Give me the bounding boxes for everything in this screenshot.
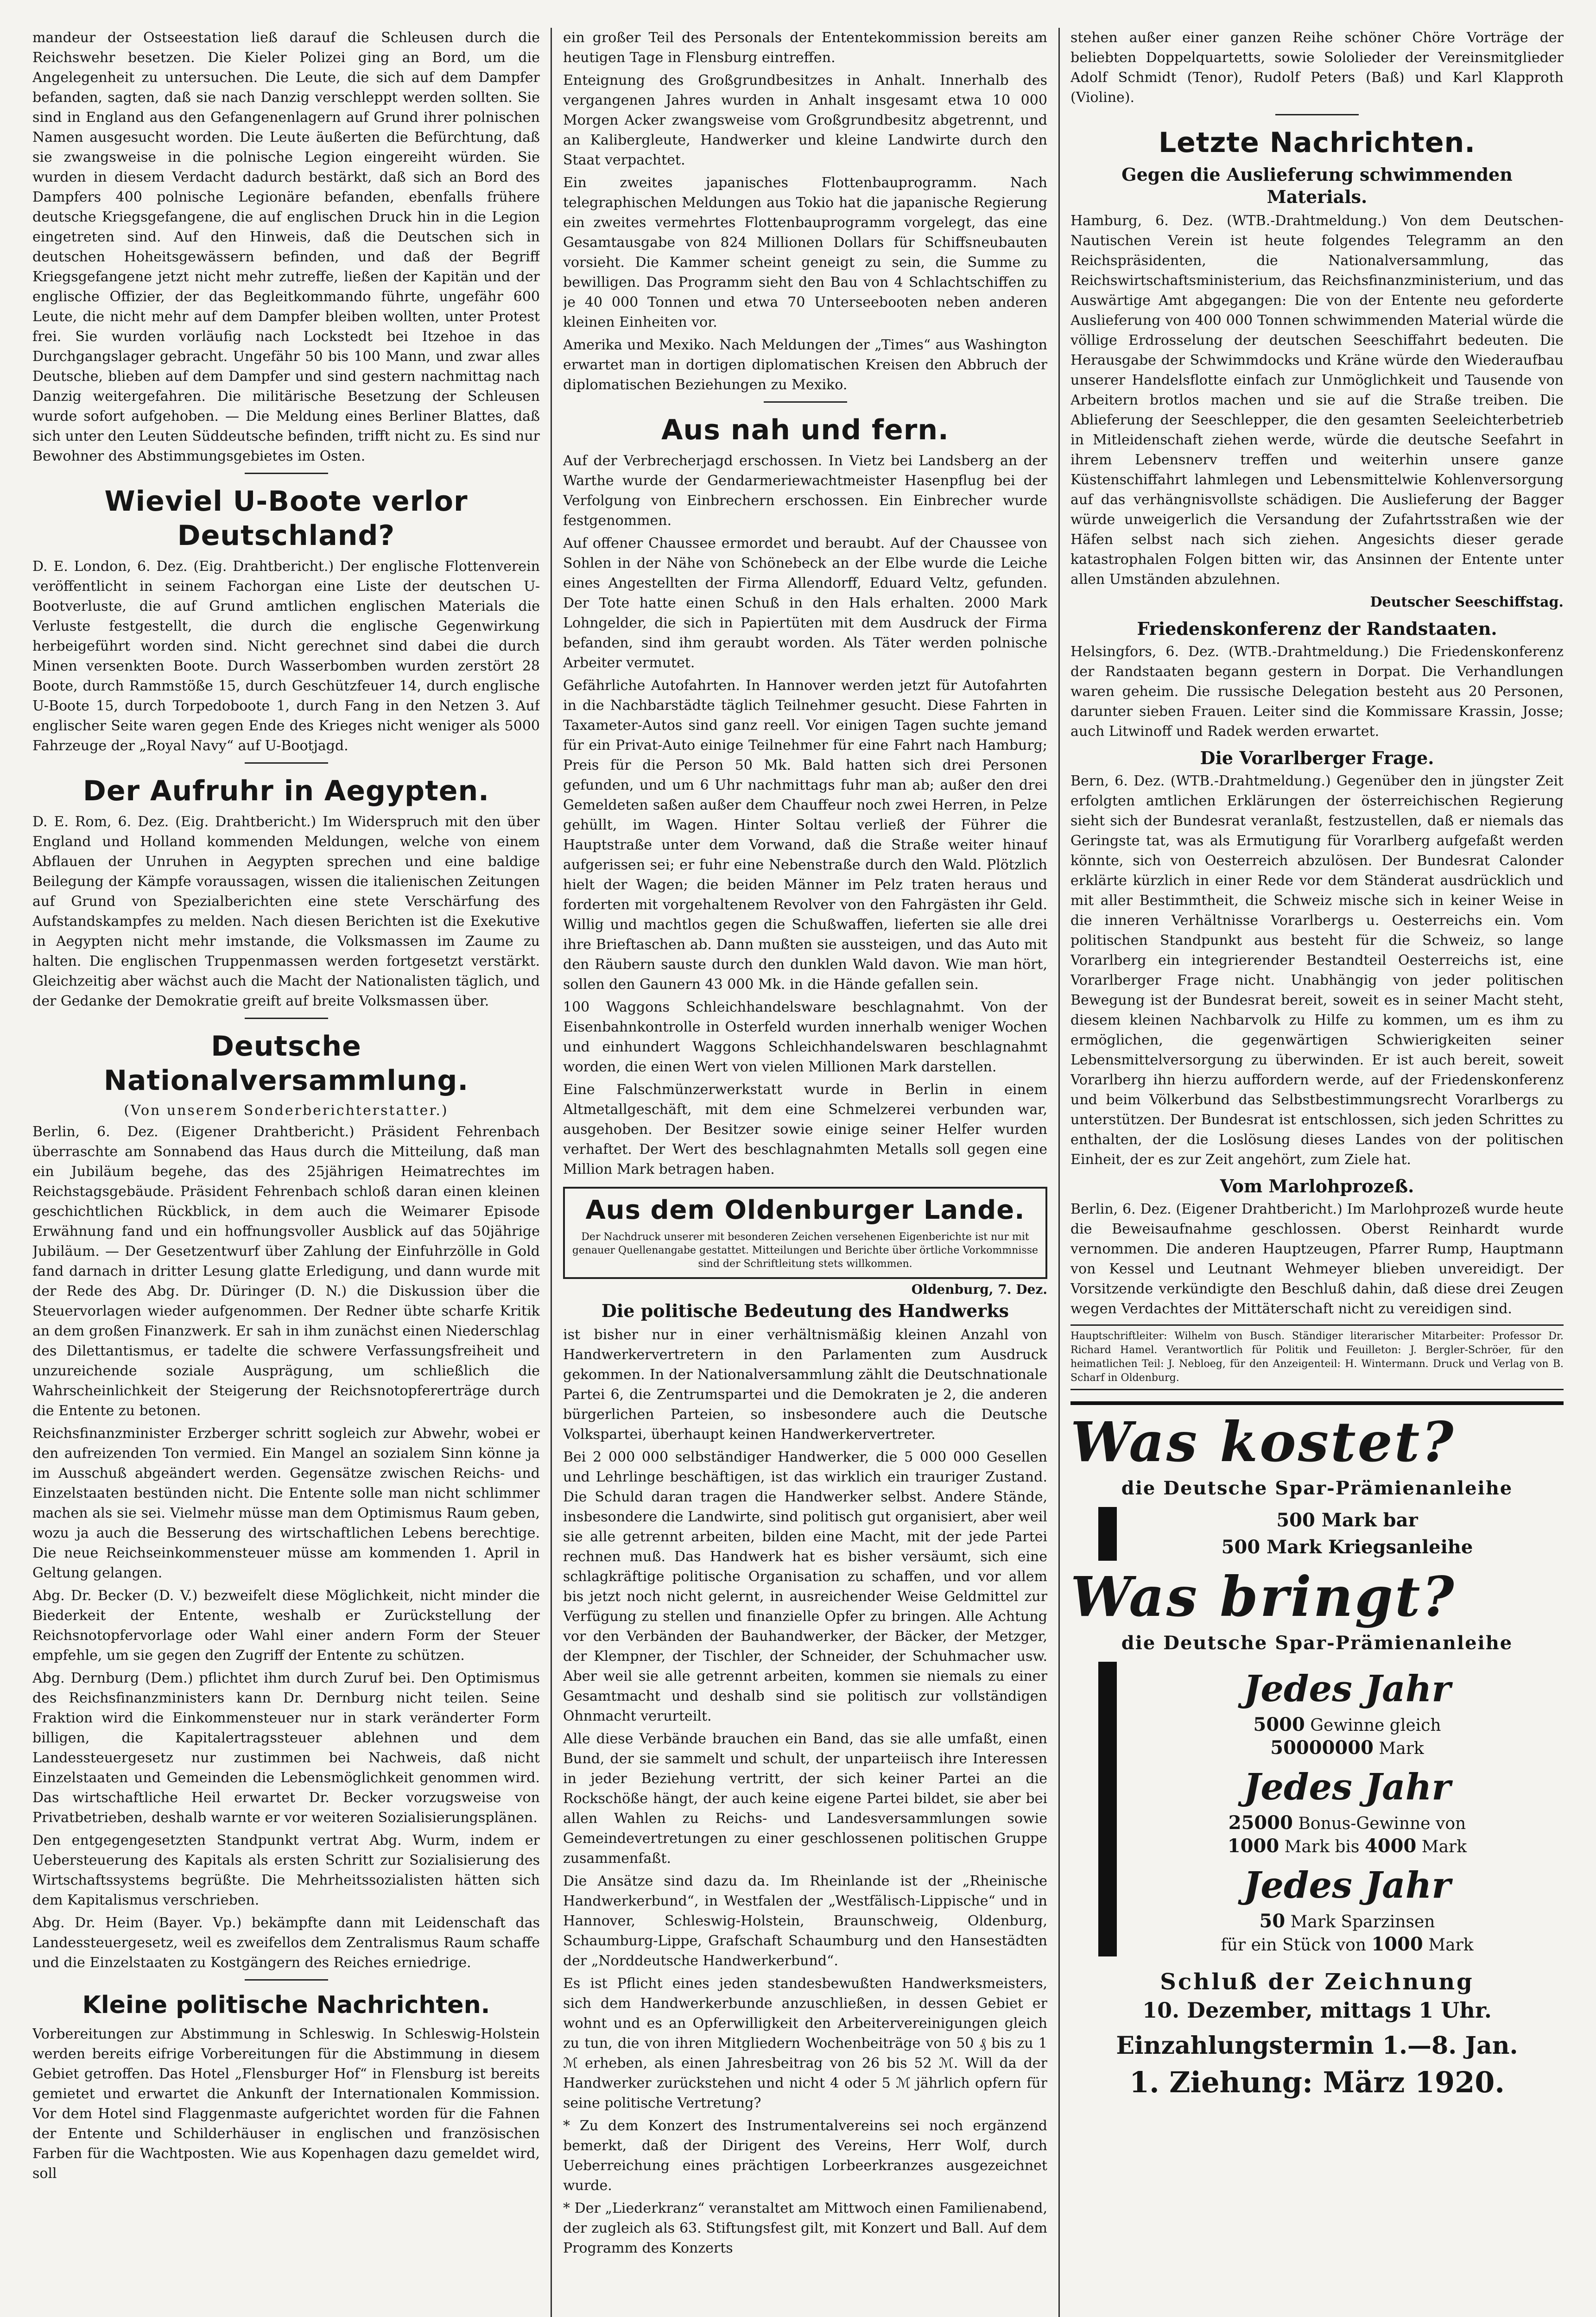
ad-subline: die Deutsche Spar-Prämienanleihe — [1121, 1477, 1513, 1499]
article-paragraph: Reichsfinanzminister Erzberger schritt sogleich zur Abwehr, wobei er den aufreizenden Ton vermied. Ein Mangel an sozialem Sinn könne ja im Ausschuß abgeändert werden. Gegensätze zwischen Reichs- und Einzelstaaten bestünden nicht. Die Entente solle man nicht schlimmer machen als sie sei. Vielmehr müsse man dem Optimismus Raum geben, wozu ja auch die Besserung des wirtschaftlichen Lebens berechtige. Die neue Reichseinkommensteuer müsse am kommenden 1. April in Geltung gelangen. — [32, 1425, 540, 1581]
ad-bonus-line: 25000 Bonus-Gewinne von — [1228, 1812, 1466, 1834]
advertisement-spar-praemienanleihe — [1070, 1401, 1564, 2102]
ad-every-year: Jedes Jahr — [1243, 1864, 1451, 1906]
column-rule — [551, 28, 552, 2317]
headline-vorarlberg: Die Vorarlberger Frage. — [1200, 747, 1434, 768]
section-box-oldenburg — [563, 1187, 1047, 1279]
article-paragraph: 100 Waggons Schleichhandelsware beschlagnahmt. Von der Eisenbahnkontrolle in Osterfeld wurden innerhalb weniger Wochen und einhundert Waggons Schleichhandelswaren beschlagnahmt worden, die einen Wert von vielen Millionen Mark darstellen. — [563, 999, 1047, 1075]
ad-price-cash: 500 Mark bar — [1276, 1509, 1418, 1531]
article-paragraph: Auf offener Chaussee ermordet und beraubt. Auf der Chaussee von Sohlen in der Nähe von Schönebeck an der Elbe wurde die Leiche eines Angestellten der Firma Allendorff, Eduard Veltz, gefunden. Der Tote hatte einen Schuß in den Hals erhalten. 2000 Mark Lohngelder, die sich in Papiertüten mit dem Ausdruck der Firma befanden, sind ihm geraubt worden. Als Täter werden polnische Arbeiter vermutet. — [563, 535, 1047, 671]
ad-bonus-range: 1000 Mark bis 4000 Mark — [1227, 1835, 1467, 1857]
headline-nationalversammlung: Deutsche Nationalversammlung. — [103, 1030, 469, 1097]
article-paragraph: Abg. Dr. Heim (Bayer. Vp.) bekämpfte dann mit Leidenschaft das Landessteuergesetz, weil es zweifellos dem Zentralismus Raum schaffe und die Einzelstaaten zu Kostgängern des Reiches erniedrige. — [32, 1915, 540, 1971]
column-right — [1070, 28, 1564, 2317]
article-paragraph: Ein zweites japanisches Flottenbauprogramm. Nach telegraphischen Meldungen aus Tokio hat die japanische Regierung ein zweites vermehrtes Flottenbauprogramm vorgelegt, das eine Gesamtausgabe von 824 Millionen Dollars für Schiffsneubauten vorsieht. Die Kammer scheint geneigt zu sein, die Summe zu bewilligen. Das Programm sieht den Bau von 4 Schlachtschiffen zu je 40 000 Tonnen und etwa 70 Unterseebooten neben anderen kleinen Einheiten vor. — [563, 175, 1047, 330]
article-paragraph: Amerika und Mexiko. Nach Meldungen der „Times“ aus Washington erwartet man in dortigen diplomatischen Kreisen den Abbruch der diplomatischen Beziehungen zu Mexiko. — [563, 337, 1047, 393]
ad-close-date: 10. Dezember, mittags 1 Uhr. — [1142, 1998, 1492, 2023]
separator — [1275, 114, 1359, 115]
article-paragraph: Gefährliche Autofahrten. In Hannover werden jetzt für Autofahrten in die Nachbarstädte täglich Teilnehmer gesucht. Diese Fahrten in Taxameter-Autos sind ganz reell. Vor einigen Tagen suchte jemand für ein Privat-Auto einige Teilnehmer für eine Fahrt nach Hamburg; Preis für die Person 50 Mk. Bald hatten sich drei Personen gefunden, und um 6 Uhr nachmittags fuhr man ab; außer den drei Gemeldeten saßen außer dem Chauffeur noch zwei Herren, in Pelze gehüllt, im Wagen. Hinter Soltau verließ der Führer die Hauptstraße unter dem Vorwand, daß die Straße weiter hinauf aufgerissen sei; er fuhr eine Nebenstraße durch den Wald. Plötzlich hielt der Wagen; die beiden Männer im Pelz traten heraus und forderten mit vorgehaltenem Revolver von den Fahrgästen ihr Geld. Willig und machtlos gegen die Schußwaffen, lieferten sie alle drei ihre Brieftaschen ab. Dann mußten sie aussteigen, und das Auto mit den Räubern sauste durch den dunklen Wald davon. Wie man hört, sollen den Gaunern 43 000 Mk. in die Hände gefallen sein. — [563, 677, 1047, 993]
article-paragraph: Vorbereitungen zur Abstimmung in Schleswig. In Schleswig-Holstein werden bereits eifrige Vorbereitungen für die Abstimmung in diesem Gebiet getroffen. Das Hotel „Flensburger Hof“ in Flensburg ist bereits gemietet und erwartet die Ankunft der Internationalen Kommission. Vor dem Hotel sind Flaggenmaste aufgerichtet worden für die Fahnen der Entente und Schilderhäuser in englischen und französischen Farben für die Wachtposten. Wie aus Kopenhagen dazu gemeldet wird, soll — [32, 2026, 540, 2182]
reprint-note: Der Nachdruck unserer mit besonderen Zeichen versehenen Eigenberichte ist nur mit genauer Quellenangabe gestattet. Mitteilungen und Berichte über örtliche Vorkommnisse sind der Schriftleitung stets willkommen. — [572, 1231, 1039, 1270]
article-paragraph: Die Ansätze sind dazu da. Im Rheinlande ist der „Rheinische Handwerkerbund“, in Westfalen der „Westfälisch-Lippische“ und in Hannover, Schleswig-Holstein, Braunschweig, Oldenburg, Schaumburg-Lippe, Grafschaft Schaumburg und den Hansestädten der „Norddeutsche Handwerkerbund“. — [563, 1873, 1047, 1969]
ad-every-year: Jedes Jahr — [1243, 1766, 1451, 1808]
article-paragraph: Bern, 6. Dez. (WTB.-Drahtmeldung.) Gegenüber den in jüngster Zeit erfolgten amtlichen Erklärungen der österreichischen Regierung sieht sich der Bundesrat veranlaßt, festzustellen, daß er niemals das Geringste tat, was als Ermutigung für Vorarlberg aufgefaßt werden könnte, sich von Oesterreich abzulösen. Der Bundesrat Calonder erklärte kürzlich in einer Rede vor dem Ständerat ausdrücklich und mit aller Bestimmtheit, die Schweiz mische sich in keiner Weise in die inneren Verhältnisse Vorarlbergs u. Oesterreichs ein. Vom politischen Standpunkt aus besteht für die Schweiz, so lange Vorarlberg ein integrierender Bestandteil Oesterreichs ist, eine Vorarlberger Frage nicht. Unabhängig von jeder politischen Bewegung ist der Bundesrat bereit, soweit es in seiner Macht steht, diesem kleinen Nachbarvolk zu Hilfe zu kommen, um es ihm zu ermöglichen, die gegenwärtigen Schwierigkeiten seiner Lebensmittelversorgung zu überwinden. Er ist auch bereit, soweit Vorarlberg ihn hierzu auffordern werde, auf der Friedenskonferenz und beim Völkerbund das Selbstbestimmungsrecht Vorarlbergs zu unterstützen. Der Bundesrat ist entschlossen, sich jeden Schrittes zu enthalten, der die Loslösung dieses Landes von der politischen Einheit, der es zur Zeit angehört, zum Ziele hat. — [1070, 773, 1564, 1168]
headline-kleine-nachrichten: Kleine politische Nachrichten. — [82, 1991, 490, 2019]
ad-every-year: Jedes Jahr — [1243, 1668, 1451, 1710]
ad-prizes-line: 5000 Gewinne gleich — [1253, 1714, 1441, 1735]
article-paragraph: Den entgegengesetzten Standpunkt vertrat Abg. Wurm, indem er Uebersteuerung des Kapitals als ersten Schritt zur Sozialisierung des Wirtschaftssystems begrüßte. Die Mehrheitssozialisten hätten sich dem Kapitalismus verschrieben. — [32, 1832, 540, 1908]
article-paragraph: D. E. London, 6. Dez. (Eig. Drahtbericht.) Der englische Flottenverein veröffentlicht in seinem Fachorgan eine Liste der deutschen U-Bootverluste, die auf Grund amtlichen englischen Materials die Verluste festgestellt, die durch die englische Gegenwirkung herbeigeführt worden sind. Nicht gerechnet sind dabei die durch Minen versenkten Boote. Durch Wasserbomben wurden zerstört 28 Boote, durch Rammstöße 15, durch Geschützfeuer 14, durch englische U-Boote 15, durch Torpedoboote 1, durch Fang in den Netzen 3. Auf englischer Seite waren gegen Ende des Krieges nicht weniger als 5000 Fahrzeuge der „Royal Navy“ auf U-Bootjagd. — [32, 558, 540, 754]
article-paragraph: Enteignung des Großgrundbesitzes in Anhalt. Innerhalb des vergangenen Jahres wurden in Anhalt insgesamt etwa 10 000 Morgen Acker zwangsweise vom Großgrundbesitz abgetrennt, und an Kalibergleute, Handwerker und kleine Landwirte durch den Staat verpachtet. — [563, 72, 1047, 168]
headline-oldenburger-lande: Aus dem Oldenburger Lande. — [585, 1195, 1025, 1225]
article-paragraph: * Der „Liederkranz“ veranstaltet am Mittwoch einen Familienabend, der zugleich als 63. Stiftungsfest gilt, mit Konzert und Ball. Auf dem Programm des Konzerts — [563, 2200, 1047, 2256]
ad-price-war-bond: 500 Mark Kriegsanleihe — [1221, 1536, 1473, 1558]
article-paragraph: Abg. Dernburg (Dem.) pflichtet ihm durch Zuruf bei. Den Optimismus des Reichsfinanzministers kann Dr. Dernburg nicht teilen. Seine Fraktion wird die Einkommensteuer nur in stark veränderter Form billigen, die Kapitalertragssteuer ablehnen und dem Landessteuergesetz nur zustimmen bei Nachweis, daß nicht Einzelstaaten und Gemeinden die Lebensmöglichkeit genommen wird. Das wirtschaftliche Heil erwartet Dr. Becker vorzugsweise von Privatbetrieben, deshalb warnte er vor weiteren Sozialisierungsplänen. — [32, 1670, 540, 1826]
separator — [245, 1018, 328, 1019]
article-paragraph: mandeur der Ostseestation ließ darauf die Schleusen durch die Reichswehr besetzen. Die Kieler Polizei ging an Bord, um die Angelegenheit zu untersuchen. Die Leute, die sich auf dem Dampfer befanden, sagten, daß sie nach Danzig verschleppt werden sollten. Sie sind in England aus den Gefangenenlagern auf Grund ihrer polnischen Namen ausgesucht worden. Die Leute äußerten die Befürchtung, daß sie zwangsweise in die polnische Legion eingereiht würden. Sie wurden in diesem Verdacht dadurch bestärkt, daß sich an Bord des Dampfers 400 polnische Legionäre befanden, ebenfalls frühere deutsche Kriegsgefangene, die auf englischen Druck hin in die Legion eingetreten sind. Auf den Hinweis, daß die Deutschen sich in deutschen Hoheitsgewässern befinden, und daß der Begriff Kriegsgefangene jetzt nicht mehr zutreffe, ließen der Kapitän und der englische Offizier, der das Begleitkommando führte, ungefähr 600 Leute, die nicht mehr auf dem Dampfer bleiben wollten, unter Protest frei. Sie wurden vorläufig nach Lockstedt bei Itzehoe in das Durchgangslager gebracht. Ungefähr 50 bis 100 Mann, und zwar alles Deutsche, blieben auf dem Dampfer und sind gestern nachmittag nach Danzig weitergefahren. Die militärische Besetzung der Schleusen wurde sofort aufgehoben. — Die Meldung eines Berliner Blattes, daß sich unter den Leuten Süddeutsche befinden, trifft nicht zu. Es sind nur Bewohner des Abstimmungsgebietes im Osten. — [32, 30, 540, 464]
column-rule — [1058, 28, 1060, 2317]
article-paragraph: Es ist Pflicht eines jeden standesbewußten Handwerksmeisters, sich dem Handwerkerbunde anzuschließen, in dessen Gebiet er wohnt und es an Opferwilligkeit den Arbeitervereinigungen gleich zu tun, die von ihren Mitgliedern Wochenbeiträge von 50 ₰ bis zu 1 ℳ erheben, als einen Jahresbeitrag von 26 bis 52 ℳ. Will da der Handwerker zurückstehen und nicht 4 oder 5 ℳ jährlich opfern für seine politische Vertretung? — [563, 1975, 1047, 2111]
headline-letzte-nachrichten: Letzte Nachrichten. — [1158, 127, 1476, 159]
headline-aegypten: Der Aufruhr in Aegypten. — [83, 775, 489, 807]
ad-first-draw: 1. Ziehung: März 1920. — [1129, 2065, 1505, 2099]
article-paragraph: Berlin, 6. Dez. (Eigener Drahtbericht.) Präsident Fehrenbach überraschte am Sonnabend das Haus durch die Mitteilung, daß man ein Jubiläum begehe, das des 25jährigen Heimatrechtes im Reichstagsgebäude. Präsident Fehrenbach schloß daran einen kleinen geschichtlichen Rückblick, in dem auch die Weimarer Episode Erwähnung fand und ein hoffnungsvoller Ausblick auf das 50jährige Jubiläum. — Der Gesetzentwurf über Zahlung der Einfuhrzölle in Gold fand darnach in dritter Lesung glatte Erledigung, und dann wurde mit der Rede des Abg. Dr. Düringer (D. N.) die Diskussion über die Steuervorlagen wieder aufgenommen. Der Redner übte scharfe Kritik an dem großen Finanzwerk. Er sah in ihm zunächst einen Niederschlag des Dilettantismus, er tadelte die schwere Verfassungsfreiheit und unzureichende soziale Ausprägung, um schließlich die Wahrscheinlichkeit der Steigerung der Reichsnotopfererträge durch die Entente zu betonen. — [32, 1124, 540, 1419]
headline-randstaaten: Friedenskonferenz der Randstaaten. — [1137, 618, 1497, 639]
article-paragraph: ein großer Teil des Personals der Ententekommission bereits am heutigen Tage in Flensburg eintreffen. — [563, 30, 1047, 66]
dateline: Oldenburg, 7. Dez. — [911, 1282, 1047, 1297]
column-middle — [563, 28, 1047, 2317]
article-paragraph: Abg. Dr. Becker (D. V.) bezweifelt diese Möglichkeit, nicht minder die Biederkeit der Entente, weshalb er Zurückstellung der Reichsnotopfervorlage oder Wahl einer andern Form der Steuer empfehle, um sie gegen den Zugriff der Entente zu schützen. — [32, 1588, 540, 1664]
imprint: Hauptschriftleiter: Wilhelm von Busch. Ständiger literarischer Mitarbeiter: Professor Dr. Richard Hamel. Verantwortlich für Politik und Feuilleton: J. Bergler-Schröer, für den heimatlichen Teil: J. Nebloeg, für den Anzeigenteil: H. Wintermann. Druck und Verlag von B. Scharf in Oldenburg. — [1070, 1324, 1564, 1390]
article-paragraph: ist bisher nur in einer verhältnismäßig kleinen Anzahl von Handwerkervertretern in den Parlamenten zum Ausdruck gekommen. In der Nationalversammlung zählt die Deutschnationale Partei 6, die Zentrumspartei und die Demokraten je 2, die anderen bürgerlichen Parteien, so insbesondere auch die Deutsche Volkspartei, überhaupt keinen Handwerkervertreter. — [563, 1327, 1047, 1443]
separator — [764, 401, 847, 403]
ad-interest-line: 50 Mark Sparzinsen — [1259, 1910, 1435, 1932]
article-paragraph: Auf der Verbrecherjagd erschossen. In Vietz bei Landsberg an der Warthe wurde der Gendarmeriewachtmeister Hasenpflug bei der Verfolgung von Einbrechern erschossen. Ein Einbrecher wurde festgenommen. — [563, 453, 1047, 529]
ad-price-block — [1070, 1507, 1564, 1561]
article-paragraph: Bei 2 000 000 selbständiger Handwerker, die 5 000 000 Gesellen und Lehrlinge beschäftigen, ist das wirklich ein trauriger Zustand. Die Schuld daran tragen die Handwerker selbst. Andere Stände, insbesondere die Landwirte, sind politisch gut organisiert, aber weil sie alle getrennt arbeiten, bilden eine Macht, mit der jede Partei rechnen muß. Das Handwerk hat es bisher versäumt, sich eine schlagkräftige politische Organisation zu schaffen, und vor allem bis jetzt noch nicht gelernt, in ausreichender Weise Geldmittel zur Verfügung zu stellen und finanzielle Opfer zu bringen. Alle Achtung vor den Verbänden der Bauhandwerker, der Bäcker, der Metzger, der Klempner, der Tischler, der Schneider, der Schuhmacher usw. Aber weil sie alle getrennt arbeiten, kommen sie niemals zu einer Gesamtmacht und deshalb sind sie politisch zur vollständigen Ohnmacht verurteilt. — [563, 1449, 1047, 1724]
ad-yield-block — [1070, 1662, 1564, 1956]
article-paragraph: Eine Falschmünzerwerkstatt wurde in Berlin in einem Altmetallgeschäft, mit dem eine Schmelzerei verbunden war, ausgehoben. Der Besitzer sowie einige seiner Helfer wurden verhaftet. Der Wert des beschlagnahmten Metalls soll gegen eine Million Mark betragen haben. — [563, 1082, 1047, 1177]
article-paragraph: stehen außer einer ganzen Reihe schöner Chöre Vorträge der beliebten Doppelquartetts, sowie Sololieder der Vereinsmitglieder Adolf Schmidt (Tenor), Rudolf Peters (Baß) und Karl Klapproth (Violine). — [1070, 30, 1564, 106]
ad-subline: die Deutsche Spar-Prämienanleihe — [1121, 1632, 1513, 1654]
headline-marlohprozess: Vom Marlohprozeß. — [1220, 1176, 1414, 1196]
ad-prizes-total: 50000000 Mark — [1270, 1737, 1424, 1759]
article-paragraph: Alle diese Verbände brauchen ein Band, das sie alle umfaßt, einen Bund, der sie sammelt und schult, der unparteiisch ihre Interessen in jeder Beziehung vertritt, der sich keiner Partei an die Rockschöße hängt, der auch keine eigene Partei bildet, sie aber bei allen Wahlen zu Reichs- und Landesversammlungen sowie Gemeindevertretungen zu einer geschlossenen politischen Gruppe zusammenfaßt. — [563, 1731, 1047, 1867]
column-left — [32, 28, 540, 2317]
headline-auslieferung: Gegen die Auslieferung schwimmenden Materials. — [1121, 164, 1513, 207]
ad-bar — [1098, 1507, 1117, 1561]
headline-u-boote: Wieviel U-Boote verlor Deutschland? — [104, 485, 468, 552]
ad-bar — [1098, 1662, 1117, 1956]
byline: (Von unserem Sonderberichterstatter.) — [124, 1102, 449, 1119]
ad-question-cost: Was kostet? — [1070, 1410, 1456, 1474]
article-paragraph: * Zu dem Konzert des Instrumentalvereins sei noch ergänzend bemerkt, daß der Dirigent des Vereins, Herr Wolf, durch Ueberreichung eines prächtigen Lorbeerkranzes ausgezeichnet wurde. — [563, 2118, 1047, 2194]
headline-handwerk: Die politische Bedeutung des Handwerks — [601, 1300, 1009, 1321]
ad-payment-dates: Einzahlungstermin 1.—8. Jan. — [1116, 2032, 1518, 2060]
separator — [245, 762, 328, 764]
separator — [245, 473, 328, 474]
ad-subscription-close: Schluß der Zeichnung — [1160, 1969, 1474, 1995]
article-paragraph: Berlin, 6. Dez. (Eigener Drahtbericht.) Im Marlohprozeß wurde heute die Beweisaufnahme geschlossen. Oberst Reinhardt wurde vernommen. Die anderen Hauptzeugen, Pfarrer Rump, Hauptmann von Kessel und Leutnant Wehmeyer blieben unvereidigt. Der Vorsitzende verkündigte den Beschluß dahin, daß diese drei Zeugen wegen Verdachtes der Mittäterschaft nicht zu vereidigen sind. — [1070, 1201, 1564, 1317]
article-paragraph: Helsingfors, 6. Dez. (WTB.-Drahtmeldung.) Die Friedenskonferenz der Randstaaten begann gestern in Dorpat. Die Verhandlungen waren geheim. Die russische Delegation besteht aus 20 Personen, darunter sieben Frauen. Leiter sind die Kommissare Krassin, Josse; auch Litwinoff und Radek werden erwartet. — [1070, 644, 1564, 740]
headline-aus-nah-und-fern: Aus nah und fern. — [661, 414, 949, 446]
ad-question-yield: Was bringt? — [1070, 1564, 1456, 1629]
article-paragraph: D. E. Rom, 6. Dez. (Eig. Drahtbericht.) Im Widerspruch mit den über England und Holland kommenden Meldungen, welche von einem Abflauen der Unruhen in Aegypten sprechen und eine baldige Beilegung der Kämpfe voraussagen, wissen die italienischen Zeitungen auf Grund von Spezialberichten eine stete Verschärfung des Aufstandskampfes zu melden. Nach diesen Berichten ist die Exekutive in Aegypten nicht mehr imstande, die Volksmassen im Zaume zu halten. Die englischen Truppenmassen werden fortgesetzt verstärkt. Gleichzeitig aber wächst auch die Macht der Nationalisten täglich, und der Gedanke der Demokratie greift auf breite Volksmassen über. — [32, 814, 540, 1009]
signature: Deutscher Seeschiffstag. — [1370, 594, 1564, 610]
article-paragraph: Hamburg, 6. Dez. (WTB.-Drahtmeldung.) Von dem Deutschen-Nautischen Verein ist heute folgendes Telegramm an den Reichspräsidenten, die Nationalversammlung, das Reichswirtschaftsministerium, das Reichsfinanzministerium, und das Auswärtige Amt abgegangen: Die von der Entente neu geforderte Auslieferung von 400 000 Tonnen schwimmenden Material würde die völlige Erdrosselung der deutschen Seeschiffahrt bedeuten. Die Herausgabe der Schwimmdocks und Kräne würde den Wiederaufbau unserer Handelsflotte einfach zur Unmöglichkeit und Tausende von Arbeitern brotlos machen und sie auf die Straße treiben. Die Ablieferung der Seeschlepper, die den gesamten Seeleichterbetrieb in Mitleidenschaft ziehen werde, würde die deutsche Seefahrt in ihrem Lebensnerv treffen und weiterhin unsere ganze Küstenschiffahrt lahmlegen und Lebensmittelwie Kohlenversorgung auf das verhängnisvollste schädigen. Die Auslieferung der Bagger würde unweigerlich die Versandung der Zufahrtsstraßen wie der Häfen selbst nach sich ziehen. Angesichts dieser gerade katastrophalen Folgen bitten wir, das Ansinnen der Entente unter allen Umständen abzulehnen. — [1070, 213, 1564, 588]
separator — [245, 1979, 328, 1981]
ad-interest-basis: für ein Stück von 1000 Mark — [1221, 1933, 1474, 1955]
